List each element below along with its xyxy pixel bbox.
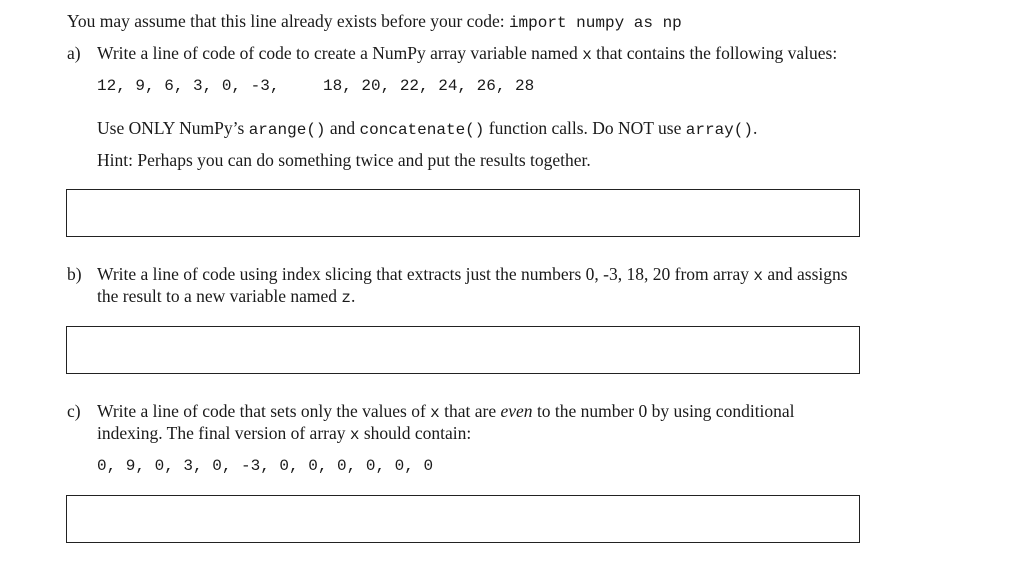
question-a-var: x (582, 46, 592, 64)
question-c-text: Write a line of code that sets only the values of (97, 401, 431, 421)
question-c-var-2: x (349, 426, 360, 444)
question-c-text-2: indexing. The final version of array (97, 423, 350, 443)
question-a-hint: Hint: Perhaps you can do something twice and put the results together. (97, 150, 591, 170)
constraint-text-1: Use ONLY NumPy’s (97, 118, 249, 138)
question-b-text: Write a line of code using index slicing that extracts just the numbers 0, -3, 18, 20 from array (97, 264, 754, 284)
question-a-constraints (97, 117, 757, 141)
question-a-tail: that contains the following values: (591, 43, 838, 63)
question-c-tail: to the number 0 by using conditional (532, 401, 795, 421)
constraint-code-concatenate: concatenate() (359, 121, 485, 139)
question-b-var: x (753, 267, 763, 285)
question-b-tail: and assigns (762, 264, 848, 284)
question-b-prompt-line1 (97, 263, 848, 287)
constraint-text-4: . (752, 118, 758, 138)
constraint-code-arange: arange() (248, 121, 326, 139)
question-b-prompt-line2 (97, 285, 355, 309)
answer-box-a[interactable] (66, 189, 860, 237)
question-c-values: 0, 9, 0, 3, 0, -3, 0, 0, 0, 0, 0, 0 (97, 457, 434, 475)
question-a-marker: a) (67, 43, 81, 63)
question-a-values-part1: 12, 9, 6, 3, 0, -3, (97, 77, 280, 95)
question-b-marker: b) (67, 264, 82, 284)
question-c-prompt-line1 (97, 400, 795, 424)
intro-line (67, 10, 682, 34)
intro-code: import numpy as np (508, 14, 682, 32)
intro-text: You may assume that this line already exists before your code: (67, 11, 509, 31)
question-c-emphasis: even (500, 401, 533, 421)
constraint-text-3: function calls. Do NOT use (484, 118, 686, 138)
question-a-values-part2: 18, 20, 22, 24, 26, 28 (323, 77, 535, 95)
constraint-text-2: and (325, 118, 360, 138)
question-c-prompt-line2 (97, 422, 471, 446)
question-c-mid: that are (439, 401, 501, 421)
question-a-prompt (97, 42, 837, 66)
answer-box-c[interactable] (66, 495, 860, 543)
question-b-tail-2: . (351, 286, 356, 306)
question-c-var: x (430, 404, 440, 422)
constraint-code-array: array() (685, 121, 753, 139)
question-b-var-2: z (341, 289, 352, 307)
question-c-tail-2: should contain: (359, 423, 472, 443)
answer-box-b[interactable] (66, 326, 860, 374)
question-c-marker: c) (67, 401, 81, 421)
question-b-text-2: the result to a new variable named (97, 286, 342, 306)
question-a-text: Write a line of code of code to create a NumPy array variable named (97, 43, 583, 63)
